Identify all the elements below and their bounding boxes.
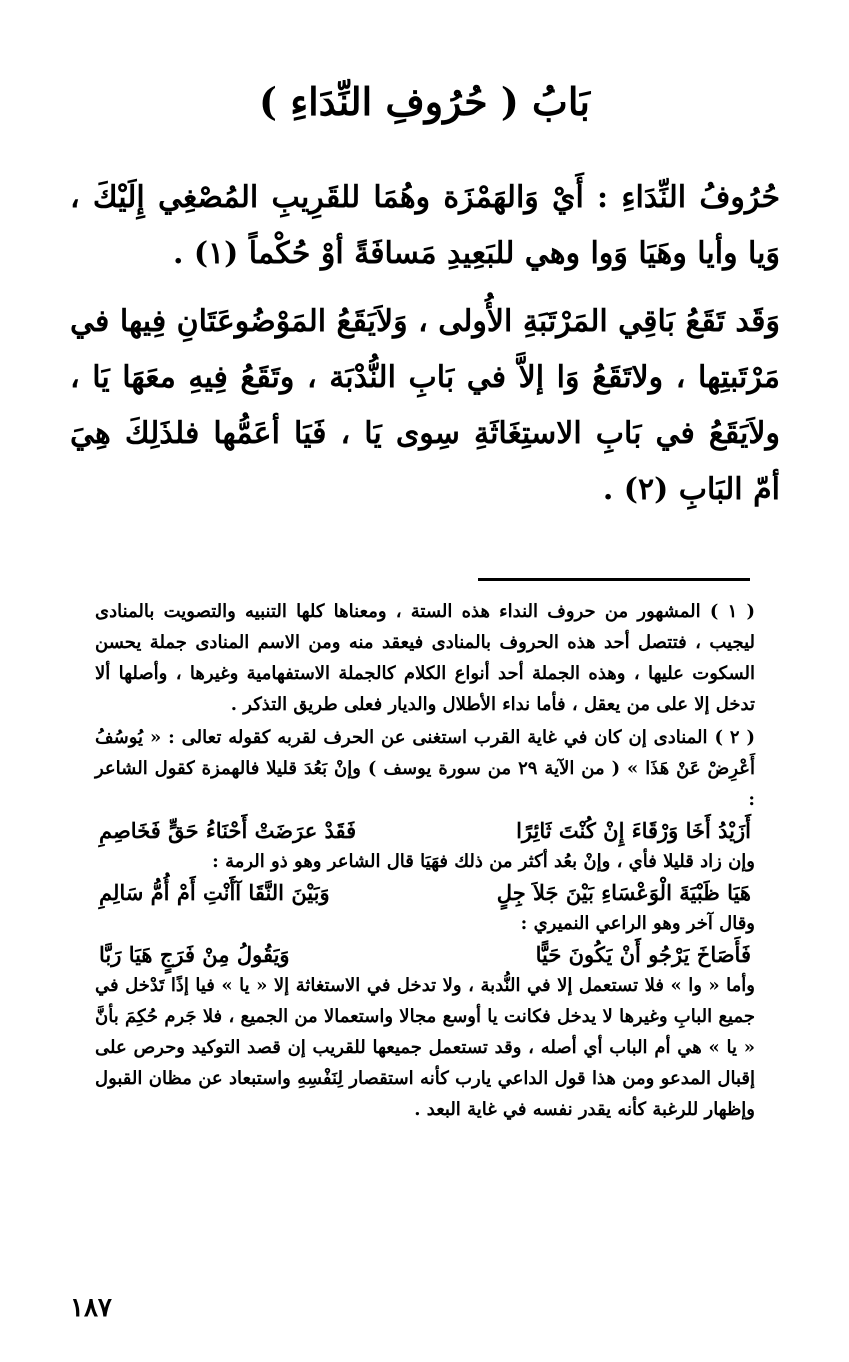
verse-1 xyxy=(95,815,755,846)
verse-3-second-hemistich: وَيَقُولُ مِنْ فَرَجٍ هَيَا رَبَّا xyxy=(99,942,290,967)
page-number: ١٨٧ xyxy=(70,1293,112,1323)
footnote-2-line2: وإن زاد قليلا فأي ، وإنْ بعُد أكثر من ذلك فهَيَا قال الشاعر وهو ذو الرمة : xyxy=(212,851,755,872)
verse-1-first-hemistich: أَزَيْدُ أَخَا وَرْقَاءَ إِنْ كُنْتَ ثَائِرًا xyxy=(516,818,751,843)
footnote-2-intro: ( ٢ ) المنادى إن كان في غاية القرب استغنى عن الحرف لقربه كقوله تعالى : « يُوسُفُ أَعْرِضْ عَنْ هَذَا » ( من الآية ٢٩ من سورة يوسف ) وإنْ بَعُدَ قليلا فالهمزة كقول الشاعر : xyxy=(95,727,755,810)
footnote-divider xyxy=(478,578,750,581)
verse-2-first-hemistich: هَيَا ظَبْيَةَ الْوَعْسَاءِ بَيْنَ جَلاَ جِلٍ xyxy=(496,880,751,905)
verse-3-first-hemistich: فَأَصَاخَ يَرْجُو أَنْ يَكُونَ حَيًّا xyxy=(535,942,751,967)
chapter-title: بَابُ ( حُرُوفِ النِّدَاءِ ) xyxy=(259,79,590,124)
verse-2-second-hemistich: وَبَيْنَ النَّقَا آأَنْتِ أَمْ أُمُّ سَالِمِ xyxy=(99,880,330,905)
main-paragraph: وَقَد تَقَعُ بَاقِي المَرْتَبَةِ الأُولى ، وَلاَيَقَعُ المَوْضُوعَتَانِ فِيها في مَرْتَبتِها ، ولاتَقَعُ وَا إلاَّ في بَابِ النُّدْبَة ، وتَقَعُ فِيهِ معَهَا يَا ، ولاَيَقَعُ في بَابِ الاستِغَاثَةِ سِوى يَا ، فَيَا أعَمُّها فلذَلِكَ هِيَ أمّ البَابِ (٢) . xyxy=(70,304,780,507)
verse-2 xyxy=(95,877,755,908)
footnote-2-closing: وأما « وا » فلا تستعمل إلا في النُّدبة ، ولا تدخل في الاستغاثة إلا « يا » فيا إذًا تَدْخل في جميع البابِ وغيرها لا يدخل فكانت يا أوسع مجالا واستعمالا من الجميع ، فلا جَرم حُكِمَ بأنَّ « يا » هي أم الباب أي أصله ، وقد تستعمل جميعها للقريب إن قصد التوكيد وحرص على إقبال المدعو ومن هذا قول الداعي يارب كأنه استقصار لِنَفْسِهِ واستبعاد عن مظان القبول وإظهار للرغبة كأنه يقدر نفسه في غاية البعد . xyxy=(95,975,755,1120)
main-text xyxy=(70,170,780,530)
footnote-1: ( ١ ) المشهور من حروف النداء هذه الستة ، ومعناها كلها التنبيه والتصويت بالمنادى ليجيب ، فتتصل أحد هذه الحروف بالمنادى فيعقد منه ومن الاسم المنادى جملة يحسن السكوت عليها ، وهذه الجملة أحد أنواع الكلام كالجملة الاستفهامية وغيرها ، وأصلها ألا تدخل إلا على من يعقل ، فأما نداء الأطلال والديار فعلى طريق التذكر . xyxy=(95,601,755,715)
verse-3 xyxy=(95,939,755,970)
footnote-2-line3: وقال آخر وهو الراعي النميري : xyxy=(520,913,755,934)
footnotes xyxy=(95,596,755,1125)
main-paragraph: حُرُوفُ النِّدَاءِ : أَيْ وَالهَمْزَة وهُمَا للقَرِيبِ المُصْغِي إِلَيْكَ ، وَيا وأيا وهَيَا وَوا وهي للبَعِيدِ مَسافَةً أوْ حُكْماً (١) . xyxy=(70,180,780,271)
verse-1-second-hemistich: فَقَدْ عرَضَتْ أَحْنَاءُ حَقٍّ فَخَاصِمِ xyxy=(99,818,357,843)
